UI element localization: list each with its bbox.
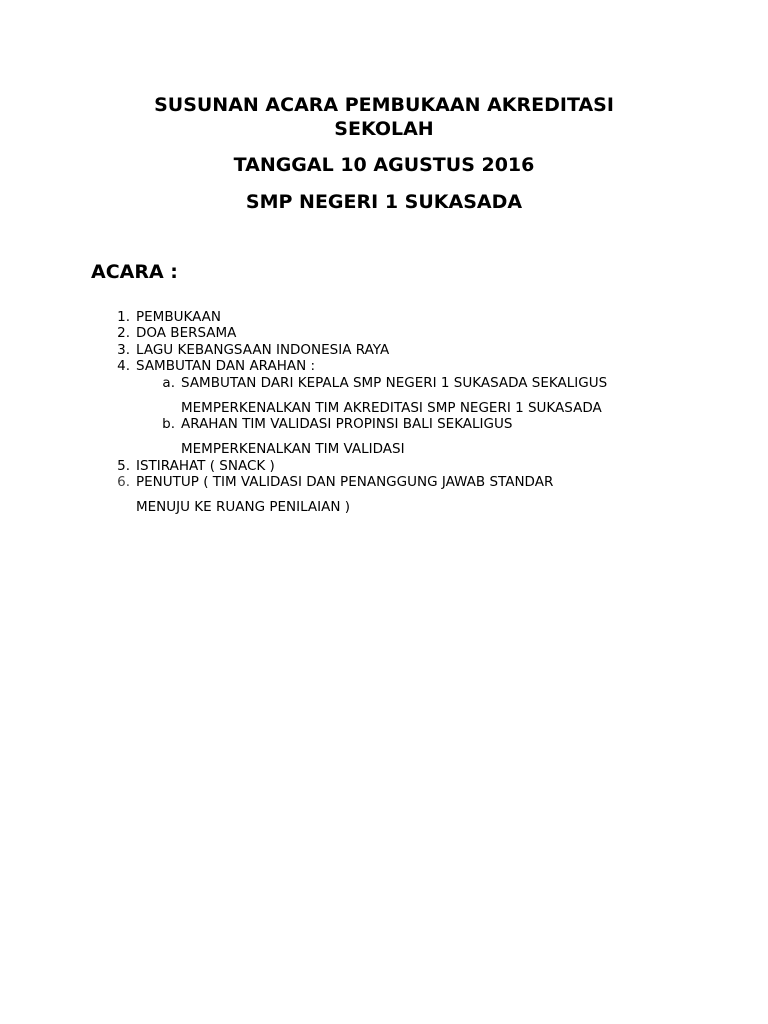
date-line: TANGGAL 10 AGUSTUS 2016 xyxy=(233,154,535,176)
list-item-text: ISTIRAHAT ( SNACK ) xyxy=(136,458,275,474)
sub-list-letter: a. xyxy=(162,375,175,391)
sub-list-item-text-line-2: MEMPERKENALKAN TIM AKREDITASI SMP NEGERI 1 SUKASADA xyxy=(181,400,602,416)
document-title xyxy=(84,93,684,141)
list-number: 3. xyxy=(117,342,130,358)
list-item-text: PEMBUKAAN xyxy=(136,309,222,325)
list-item-text: LAGU KEBANGSAAN INDONESIA RAYA xyxy=(136,342,390,358)
sub-list-item-text-line-1: SAMBUTAN DARI KEPALA SMP NEGERI 1 SUKASADA SEKALIGUS xyxy=(181,375,608,391)
title-line-2: SEKOLAH xyxy=(334,118,434,140)
list-number: 2. xyxy=(117,325,130,341)
list-item-text: SAMBUTAN DAN ARAHAN : xyxy=(136,358,316,374)
sub-list-item-text-line-1: ARAHAN TIM VALIDASI PROPINSI BALI SEKALIGUS xyxy=(181,416,513,432)
list-item-text-line-2: MENUJU KE RUANG PENILAIAN ) xyxy=(136,499,351,515)
sub-list-letter: b. xyxy=(162,416,175,432)
section-heading: ACARA : xyxy=(91,261,178,283)
list-item-text-line-1: PENUTUP ( TIM VALIDASI DAN PENANGGUNG JAWAB STANDAR xyxy=(136,474,554,490)
sub-list-item-text-line-2: MEMPERKENALKAN TIM VALIDASI xyxy=(181,441,405,457)
title-line-1: SUSUNAN ACARA PEMBUKAAN AKREDITASI xyxy=(154,94,614,116)
school-line: SMP NEGERI 1 SUKASADA xyxy=(245,191,523,213)
list-item-text: DOA BERSAMA xyxy=(136,325,237,341)
list-number: 4. xyxy=(117,358,130,374)
list-number: 5. xyxy=(117,458,130,474)
list-number: 6. xyxy=(117,474,130,490)
list-number: 1. xyxy=(117,309,130,325)
